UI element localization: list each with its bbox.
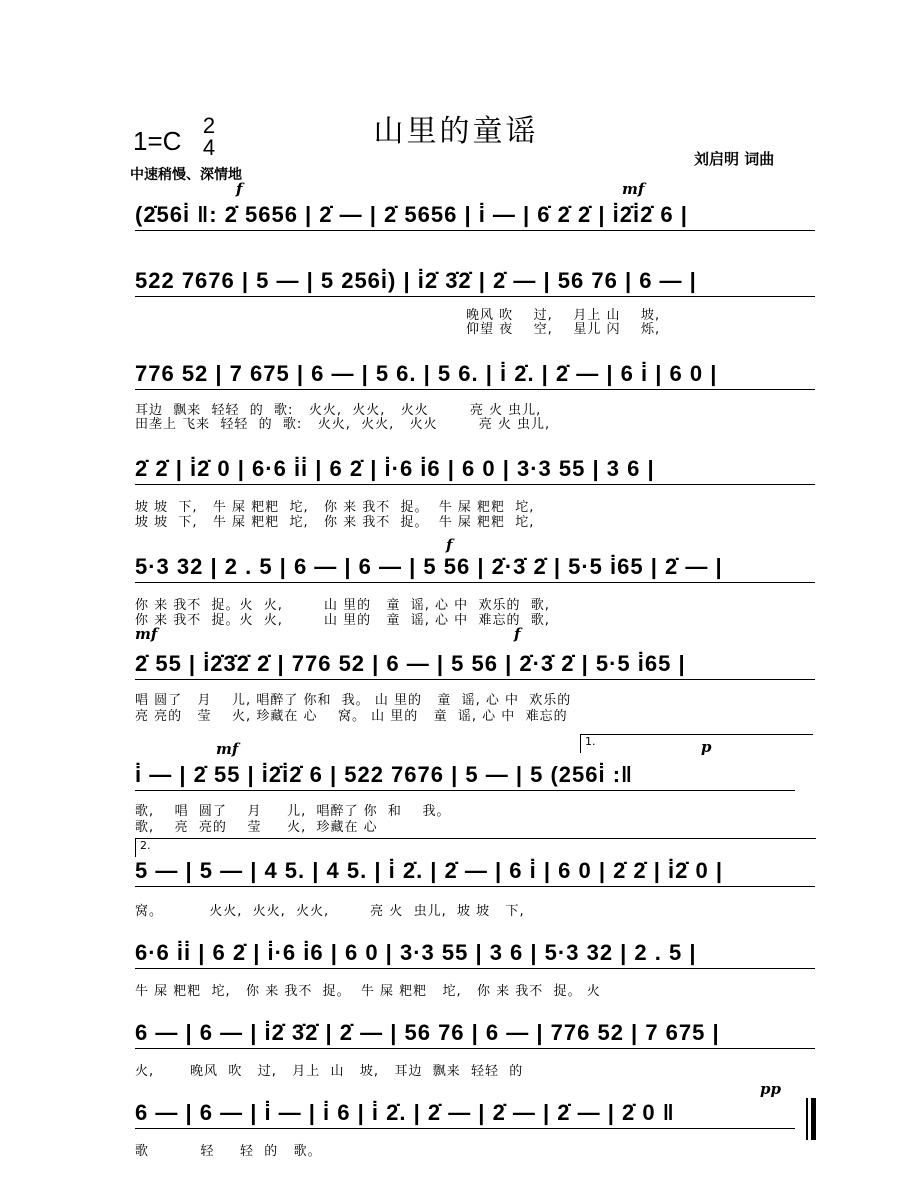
notation-line: 6 — | 6 — | i̇ — | i̇ 6 | i̇ 2̇. | 2̇ — | 2̇ — | 2̇ — | 2̇ 0 ‖ (135, 1100, 675, 1125)
score-system (0, 834, 912, 944)
final-barline-thick (811, 1098, 816, 1140)
tempo-marking: 中速稍慢、深情地 (130, 167, 242, 183)
lyrics-verse-1: 火, 晚风 吹 过, 月上 山 坡, 耳边 飘来 轻轻 的 (135, 1064, 524, 1079)
notation-line: 522 7676 | 5 — | 5 256i̇) | i̇2̇ 3̇2̇ | 2̇ — | 56 76 | 6 — | (135, 268, 697, 293)
lyrics-verse-2: 歌, 亮 亮的 莹 火, 珍藏在 心 (135, 820, 378, 835)
notation-line: 6·6 i̇i̇ | 6 2̇ | i̇·6 i̇6 | 6 0 | 3·3 55 | 3 6 | 5·3 32 | 2 . 5 | (135, 940, 697, 965)
lyrics-verse-1: 歌 轻 轻 的 歌。 (135, 1144, 322, 1159)
credit-line: 刘启明 词曲 (694, 150, 775, 168)
lyrics-verse-1: 坡 坡 下, 牛 屎 粑粑 坨, 你 来 我不 捉。 牛 屎 粑粑 坨, (135, 500, 535, 515)
underline-beam (135, 582, 815, 583)
time-signature-top: 2 (202, 113, 216, 138)
dynamic-mark: f (514, 625, 521, 643)
lyrics-verse-1: 你 来 我不 捉。火 火, 山 里的 童 谣, 心 中 欢乐的 歌, (135, 598, 550, 613)
underline-beam (135, 1128, 795, 1129)
notation-line: 2̇ 2̇ | i̇2̇ 0 | 6·6 i̇i̇ | 6 2̇ | i̇·6 i̇6 | 6 0 | 3·3 55 | 3 6 | (135, 456, 655, 481)
dynamic-mark: mf (135, 625, 158, 643)
lyrics-verse-1: 窝。 火火, 火火, 火火, 亮 火 虫儿, 坡 坡 下, (135, 904, 525, 919)
volta-bracket (135, 838, 816, 857)
underline-beam (135, 790, 795, 791)
underline-beam (135, 296, 815, 297)
underline-beam (135, 389, 815, 390)
lyrics-verse-1: 歌, 唱 圆了 月 儿, 唱醉了 你 和 我。 (135, 804, 451, 819)
lyrics-verse-2: 田垄上 飞来 轻轻 的 歌: 火火, 火火, 火火 亮 火 虫儿, (135, 417, 551, 432)
lyrics-verse-2: 你 来 我不 捉。火 火, 山 里的 童 谣, 心 中 难忘的 歌, (135, 613, 550, 628)
underline-beam (135, 886, 815, 887)
song-title: 山里的童谣 (373, 114, 539, 149)
underline-beam (135, 484, 815, 485)
notation-line: i̇ — | 2̇ 55 | i̇2̇i̇2̇ 6 | 522 7676 | 5 — | 5 (256i̇ :‖ (135, 762, 633, 787)
score-system (0, 625, 912, 735)
dynamic-mark: pp (760, 1080, 781, 1098)
dynamic-mark: f (446, 536, 453, 554)
notation-line: 5·3 32 | 2 . 5 | 6 — | 6 — | 5 56 | 2̇·3̇ 2̇ | 5·5 i̇65 | 2̇ — | (135, 554, 723, 579)
lyrics-verse-1: 唱 圆了 月 儿, 唱醉了 你和 我。 山 里的 童 谣, 心 中 欢乐的 (135, 693, 572, 708)
time-signature (200, 115, 218, 159)
lyrics-verse-1: 牛 屎 粑粑 坨, 你 来 我不 捉。 牛 屎 粑粑 坨, 你 来 我不 捉。 火 (135, 984, 601, 999)
volta-bracket (580, 734, 813, 753)
notation-line: 6 — | 6 — | i̇2̇ 3̇2̇ | 2̇ — | 56 76 | 6 — | 776 52 | 7 675 | (135, 1020, 720, 1045)
underline-beam (135, 968, 815, 969)
score-system (0, 1080, 912, 1190)
score-system (0, 730, 912, 840)
lyrics-verse-1: 晚风 吹 过, 月上 山 坡, (466, 308, 661, 323)
underline-beam (135, 679, 815, 680)
volta-label: 1. (585, 735, 596, 748)
lyrics-verse-2: 亮 亮的 莹 火, 珍藏在 心 窝。 山 里的 童 谣, 心 中 难忘的 (135, 709, 568, 724)
dynamic-mark: f (236, 180, 243, 198)
final-barline-thin (806, 1098, 808, 1140)
notation-line: 5 — | 5 — | 4 5. | 4 5. | i̇ 2̇. | 2̇ — | 6 i̇ | 6 0 | 2̇ 2̇ | i̇2̇ 0 | (135, 858, 724, 883)
underline-beam (135, 230, 815, 231)
time-signature-bottom: 4 (202, 135, 216, 160)
notation-line: 2̇ 55 | i̇2̇3̇2̇ 2̇ | 776 52 | 6 — | 5 56 | 2̇·3̇ 2̇ | 5·5 i̇65 | (135, 651, 686, 676)
volta-label: 2. (140, 839, 151, 852)
lyrics-verse-1: 耳边 飘来 轻轻 的 歌: 火火, 火火, 火火 亮 火 虫儿, (135, 403, 542, 418)
lyrics-verse-2: 仰望 夜 空, 星儿 闪 烁, (466, 322, 661, 337)
dynamic-mark: mf (622, 180, 645, 198)
dynamic-mark: mf (216, 740, 239, 758)
notation-line: (2̇56i̇ ‖: 2̇ 5656 | 2̇ — | 2̇ 5656 | i̇ — | 6̇ 2̇ 2̇ | i̇2̇i̇2̇ 6 | (135, 202, 688, 227)
underline-beam (135, 1048, 815, 1049)
score-system (0, 355, 912, 465)
lyrics-verse-2: 坡 坡 下, 牛 屎 粑粑 坨, 你 来 我不 捉。 牛 屎 粑粑 坨, (135, 515, 535, 530)
notation-line: 776 52 | 7 675 | 6 — | 5 6. | 5 6. | i̇ 2̇. | 2̇ — | 6 i̇ | 6 0 | (135, 361, 718, 386)
key-signature: 1=C (133, 126, 182, 156)
dynamic-mark: p (701, 738, 712, 756)
